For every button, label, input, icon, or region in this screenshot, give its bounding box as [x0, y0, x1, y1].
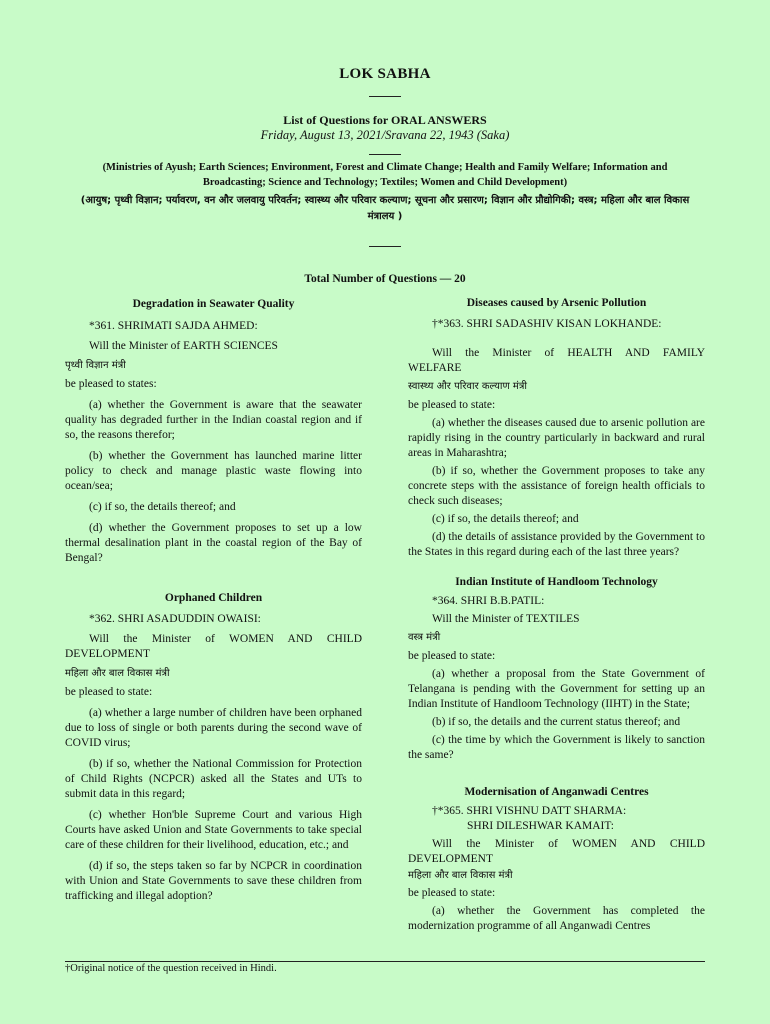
q365-number: †*365. SHRI VISHNU DATT SHARMA:: [432, 805, 627, 817]
q363-part-a: (a) whether the diseases caused due to arsenic pollution are rapidly rising in the country particularly in backward and rural areas in Maharashtra;: [408, 417, 705, 459]
house-title: LOK SABHA: [339, 66, 431, 82]
q361-will: Will the Minister of EARTH SCIENCES: [89, 340, 278, 352]
q361-hindi: पृथ्वी विज्ञान मंत्री: [65, 360, 126, 371]
q364-please: be pleased to state:: [408, 650, 496, 662]
q364-part-a: (a) whether a proposal from the State Government of Telangana is pending with the Government for setting up an Indian Institute of Handloom Technology (IIHT) in the State;: [408, 668, 705, 710]
q362-heading: Orphaned Children: [164, 592, 263, 604]
q364-will: Will the Minister of TEXTILES: [432, 613, 580, 625]
list-title: List of Questions for ORAL ANSWERS: [283, 113, 487, 127]
left-column: [65, 290, 362, 904]
q361-please: be pleased to states:: [65, 378, 157, 390]
q363-heading: Diseases caused by Arsenic Pollution: [466, 297, 647, 309]
q364-hindi: वस्त्र मंत्री: [408, 632, 441, 643]
date-rule: [369, 154, 401, 155]
right-column: [408, 290, 705, 934]
q363-please: be pleased to state:: [408, 399, 496, 411]
q364-heading: Indian Institute of Handloom Technology: [455, 576, 658, 588]
q365-will-line2: DEVELOPMENT: [408, 853, 493, 865]
q364-part-c: (c) the time by which the Government is likely to sanction the same?: [408, 734, 705, 761]
q362-part-b: (b) if so, whether the National Commission for Protection of Child Rights (NCPCR) asked all the States and UTs to submit data in this regard;: [65, 758, 362, 800]
q361-part-c: (c) if so, the details thereof; and: [89, 501, 236, 513]
q365-number2: SHRI DILESHWAR KAMAIT:: [467, 820, 615, 832]
q362-part-a: (a) whether a large number of children have been orphaned due to loss of single or both parents during the second wave of COVID virus;: [65, 707, 362, 749]
q361-part-b: (b) whether the Government has launched marine litter policy to check and manage plastic waste flowing into ocean/sea;: [65, 450, 362, 492]
q362-will-line2: DEVELOPMENT: [65, 648, 150, 660]
footnote-rule: [65, 961, 705, 962]
q361-part-d: (d) whether the Government proposes to set up a low thermal desalination plant in the coastal region of the Bay of Bengal?: [65, 522, 362, 564]
q363-part-d: (d) the details of assistance provided by the Government to the States in this regard during each of the last three years?: [408, 531, 705, 558]
q362-please: be pleased to state:: [65, 686, 153, 698]
q362-hindi: महिला और बाल विकास मंत्री: [65, 668, 170, 679]
q362-will-line1: Will the Minister of WOMEN AND CHILD: [89, 633, 362, 645]
q363-part-b: (b) if so, whether the Government proposes to take any concrete steps with the assistance of foreign health officials to check such diseases;: [408, 465, 705, 507]
total-questions: Total Number of Questions — 20: [304, 273, 466, 285]
q363-number: †*363. SHRI SADASHIV KISAN LOKHANDE:: [432, 318, 662, 330]
q361-part-a: (a) whether the Government is aware that the seawater quality has degraded further in the Indian coastal region and if so, the reasons therefor;: [65, 399, 362, 441]
q362-part-c: (c) whether Hon'ble Supreme Court and various High Courts have asked Union and State Governments to take special care of these children for their livelihood, education, etc.; and: [65, 809, 362, 851]
q365-heading: Modernisation of Anganwadi Centres: [464, 786, 649, 798]
ministries-list-hindi: (आयुष; पृथ्वी विज्ञान; पर्यावरण, वन और जलवायु परिवर्तन; स्वास्थ्य और परिवार कल्याण; सूचना और प्रसारण; विज्ञान और प्रौद्योगिकी; वस्त्र; महिला और बाल विकास मंत्रालय ): [80, 195, 690, 222]
q363-will-line2: WELFARE: [408, 362, 462, 374]
footnote: †Original notice of the question received in Hindi.: [65, 963, 277, 974]
q361-heading: Degradation in Seawater Quality: [132, 298, 295, 310]
q363-part-c: (c) if so, the details thereof; and: [432, 513, 579, 525]
q365-part-a: (a) whether the Government has completed the modernization programme of all Anganwadi Centres: [408, 905, 705, 932]
title-rule: [369, 96, 401, 97]
q361-number: *361. SHRIMATI SAJDA AHMED:: [89, 320, 258, 332]
q365-please: be pleased to state:: [408, 887, 496, 899]
q365-hindi: महिला और बाल विकास मंत्री: [408, 870, 513, 881]
q362-number: *362. SHRI ASADUDDIN OWAISI:: [89, 613, 261, 625]
q362-part-d: (d) if so, the steps taken so far by NCPCR in coordination with Union and State Governments to save these children from trafficking and illegal adoption?: [65, 860, 362, 902]
ministries-list: (Ministries of Ayush; Earth Sciences; Environment, Forest and Climate Change; Health and Family Welfare; Information and Broadcasting; Science and Technology; Textiles; Women and Child Development): [102, 162, 668, 188]
ministries-rule: [369, 246, 401, 247]
q363-hindi: स्वास्थ्य और परिवार कल्याण मंत्री: [408, 381, 527, 392]
sitting-date: [0, 128, 770, 143]
q364-number: *364. SHRI B.B.PATIL:: [432, 595, 545, 607]
q364-part-b: (b) if so, the details and the current status thereof; and: [432, 716, 681, 728]
q363-will-line1: Will the Minister of HEALTH AND FAMILY: [432, 347, 705, 359]
date-text: Friday, August 13, 2021/Sravana 22, 1943 (Saka): [260, 128, 510, 142]
q365-will-line1: Will the Minister of WOMEN AND CHILD: [432, 838, 705, 850]
